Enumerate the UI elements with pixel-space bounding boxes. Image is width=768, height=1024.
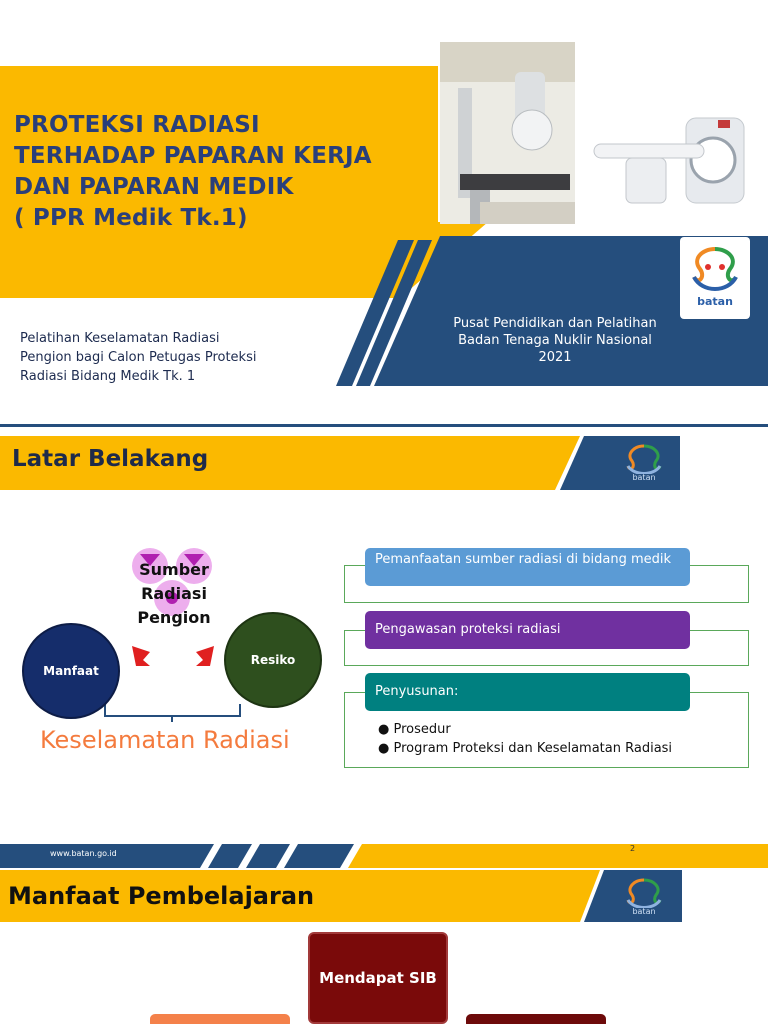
source-label-line-2: Radiasi bbox=[141, 584, 207, 603]
title-line-1: PROTEKSI RADIASI bbox=[14, 112, 260, 138]
title-line-4: ( PPR Medik Tk.1) bbox=[14, 205, 248, 231]
bullet-item: ● Prosedur bbox=[378, 722, 451, 737]
source-label bbox=[118, 558, 230, 630]
xray-room-photo bbox=[440, 42, 575, 224]
title-slide bbox=[0, 0, 768, 420]
batan-logo-icon bbox=[618, 874, 670, 908]
title-line-3: DAN PAPARAN MEDIK bbox=[14, 174, 294, 200]
batan-logo-label: batan bbox=[697, 295, 733, 308]
bullet-text: Program Proteksi dan Keselamatan Radiasi bbox=[393, 741, 673, 756]
background-slide bbox=[0, 424, 768, 870]
batan-logo bbox=[680, 237, 750, 319]
mendapat-sib-box: Mendapat SIB bbox=[308, 932, 448, 1024]
subtitle-line-1: Pelatihan Keselamatan Radiasi bbox=[20, 331, 220, 346]
footer-url[interactable]: www.batan.go.id bbox=[50, 849, 117, 858]
source-label-line-3: Pengion bbox=[137, 608, 211, 627]
bullet-item: ● Program Proteksi dan Keselamatan Radiasi bbox=[378, 741, 673, 756]
manfaat-circle: Manfaat bbox=[22, 623, 120, 719]
resiko-circle: Resiko bbox=[224, 612, 322, 708]
batan-logo-label: batan bbox=[632, 907, 656, 916]
keselamatan-radiasi-text: Keselamatan Radiasi bbox=[40, 726, 290, 754]
box-penyusunan: Penyusunan: bbox=[365, 673, 690, 711]
batan-logo-label: batan bbox=[632, 473, 656, 482]
ct-scanner-photo bbox=[586, 100, 753, 220]
benefits-slide bbox=[0, 870, 768, 1024]
batan-logo-small bbox=[618, 440, 670, 486]
batan-logo-icon bbox=[618, 440, 670, 474]
batan-logo-icon bbox=[680, 237, 750, 297]
slide-title: Manfaat Pembelajaran bbox=[8, 882, 315, 910]
source-label-line-1: Sumber bbox=[139, 560, 209, 579]
title-line-2: TERHADAP PAPARAN KERJA bbox=[14, 143, 372, 169]
page-number: 2 bbox=[630, 844, 636, 853]
subtitle-line-2: Pengion bagi Calon Petugas Proteksi bbox=[20, 350, 257, 365]
org-line-1: Pusat Pendidikan dan Pelatihan bbox=[453, 316, 657, 331]
box-pengawasan: Pengawasan proteksi radiasi bbox=[365, 611, 690, 649]
subtitle-line-3: Radiasi Bidang Medik Tk. 1 bbox=[20, 369, 196, 384]
org-line-2: Badan Tenaga Nuklir Nasional bbox=[458, 333, 652, 348]
batan-logo-small bbox=[618, 874, 670, 920]
slide-title: Latar Belakang bbox=[12, 446, 209, 472]
bullet-text: Prosedur bbox=[393, 722, 451, 737]
box-pemanfaatan: Pemanfaatan sumber radiasi di bidang medik bbox=[365, 548, 690, 586]
org-line-3: 2021 bbox=[538, 350, 572, 365]
